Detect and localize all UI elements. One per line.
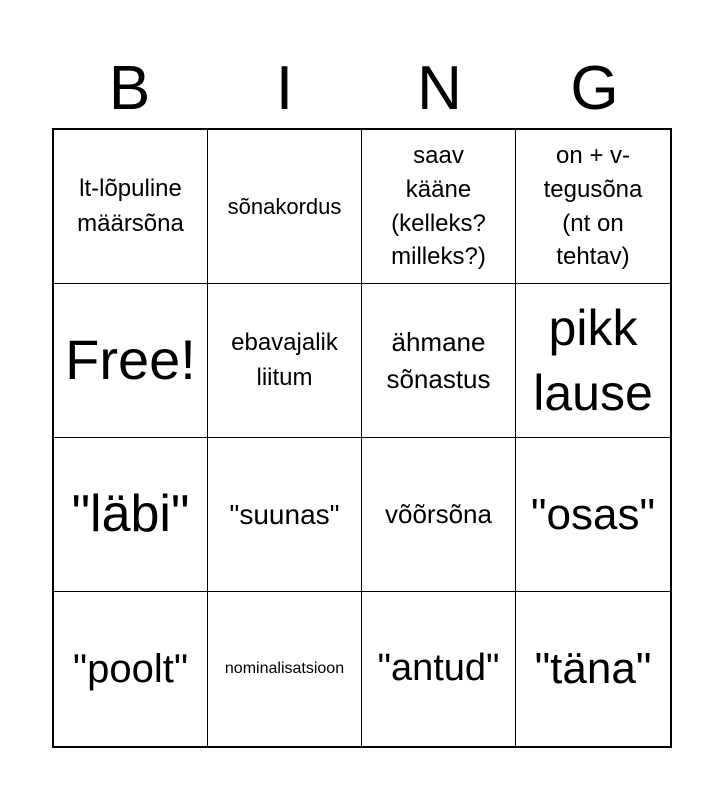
bingo-cell[interactable]: ebavajalik liitum [208, 284, 362, 438]
header-letter-g: G [570, 54, 619, 123]
header-letter-n: N [417, 54, 462, 123]
bingo-cell[interactable]: on + v- tegusõna (nt on tehtav) [516, 130, 670, 284]
bingo-cell[interactable]: "suunas" [208, 438, 362, 592]
bingo-cell[interactable]: "poolt" [54, 592, 208, 746]
bingo-cell[interactable]: saav kääne (kelleks? milleks?) [362, 130, 516, 284]
bingo-cell[interactable]: pikk lause [516, 284, 670, 438]
bingo-cell[interactable]: võõrsõna [362, 438, 516, 592]
header-letter-b: B [108, 54, 151, 123]
bingo-cell[interactable]: nominalisatsioon [208, 592, 362, 746]
bingo-cell[interactable]: "osas" [516, 438, 670, 592]
bingo-cell[interactable]: "antud" [362, 592, 516, 746]
bingo-cell[interactable]: "täna" [534, 644, 652, 694]
bingo-card [52, 128, 672, 748]
bingo-header [52, 50, 672, 128]
header-letter-i: I [275, 54, 294, 123]
bingo-cell[interactable]: sõnakordus [208, 130, 362, 284]
bingo-cell[interactable]: ähmane sõnastus [362, 284, 516, 438]
bingo-cell[interactable]: lt-lõpuline määrsõna [54, 130, 208, 284]
free-cell[interactable]: Free! [54, 284, 208, 438]
bingo-cell[interactable]: "läbi" [54, 438, 208, 592]
